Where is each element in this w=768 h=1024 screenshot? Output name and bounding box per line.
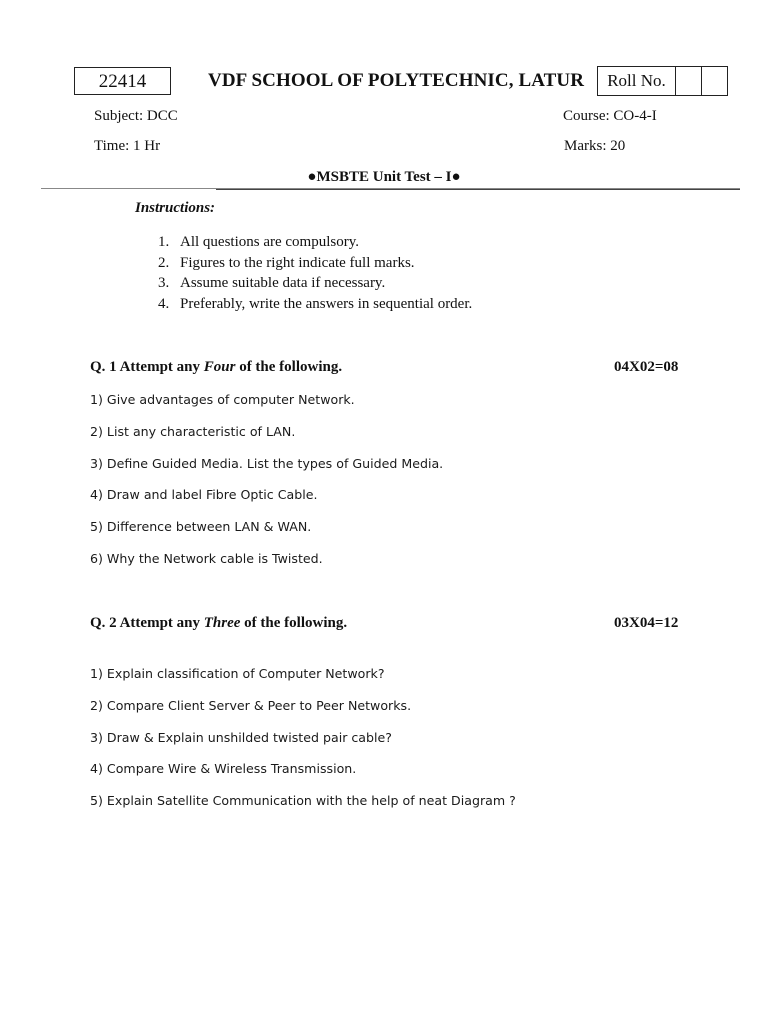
subject-code-box: 22414 — [74, 67, 171, 95]
instruction-item: 3. Assume suitable data if necessary. — [158, 275, 386, 292]
instructions-list — [158, 232, 472, 315]
test-title: ●MSBTE Unit Test – I● — [307, 169, 461, 185]
q1-item: 2) List any characteristic of LAN. — [90, 424, 296, 439]
q1-heading: Q. 1 Attempt any Four of the following. — [90, 359, 343, 375]
divider — [216, 189, 740, 190]
roll-number-box — [597, 66, 728, 96]
instruction-item: 2. Figures to the right indicate full marks. — [158, 254, 415, 271]
q2-heading: Q. 2 Attempt any Three of the following. — [90, 615, 348, 631]
q1-item: 1) Give advantages of computer Network. — [90, 392, 355, 407]
q2-marks: 03X04=12 — [614, 615, 679, 631]
course-label: Course: CO-4-I — [563, 108, 657, 124]
q2-item: 5) Explain Satellite Communication with the help of neat Diagram ? — [90, 793, 516, 808]
q2-item: 3) Draw & Explain unshilded twisted pair cable? — [90, 730, 392, 745]
q1-item: 3) Define Guided Media. List the types of Guided Media. — [90, 456, 444, 471]
q1-marks: 04X02=08 — [614, 359, 679, 375]
school-name: VDF SCHOOL OF POLYTECHNIC, LATUR — [208, 70, 585, 91]
instructions-heading: Instructions: — [135, 200, 216, 216]
q2-item: 1) Explain classification of Computer Network? — [90, 666, 385, 681]
time-label: Time: 1 Hr — [94, 138, 161, 154]
subject-label: Subject: DCC — [94, 108, 178, 124]
q2-item: 2) Compare Client Server & Peer to Peer Networks. — [90, 698, 412, 713]
q1-item: 5) Difference between LAN & WAN. — [90, 519, 312, 534]
q2-item: 4) Compare Wire & Wireless Transmission. — [90, 761, 357, 776]
roll-number-cell[interactable] — [676, 67, 702, 95]
instruction-item: 1. All questions are compulsory. — [158, 234, 359, 250]
q1-item: 4) Draw and label Fibre Optic Cable. — [90, 487, 318, 502]
roll-number-label: Roll No. — [598, 67, 676, 95]
marks-label: Marks: 20 — [564, 138, 626, 154]
q1-item: 6) Why the Network cable is Twisted. — [90, 551, 323, 566]
instruction-item: 4. Preferably, write the answers in sequential order. — [158, 296, 473, 313]
roll-number-cell[interactable] — [702, 67, 727, 95]
